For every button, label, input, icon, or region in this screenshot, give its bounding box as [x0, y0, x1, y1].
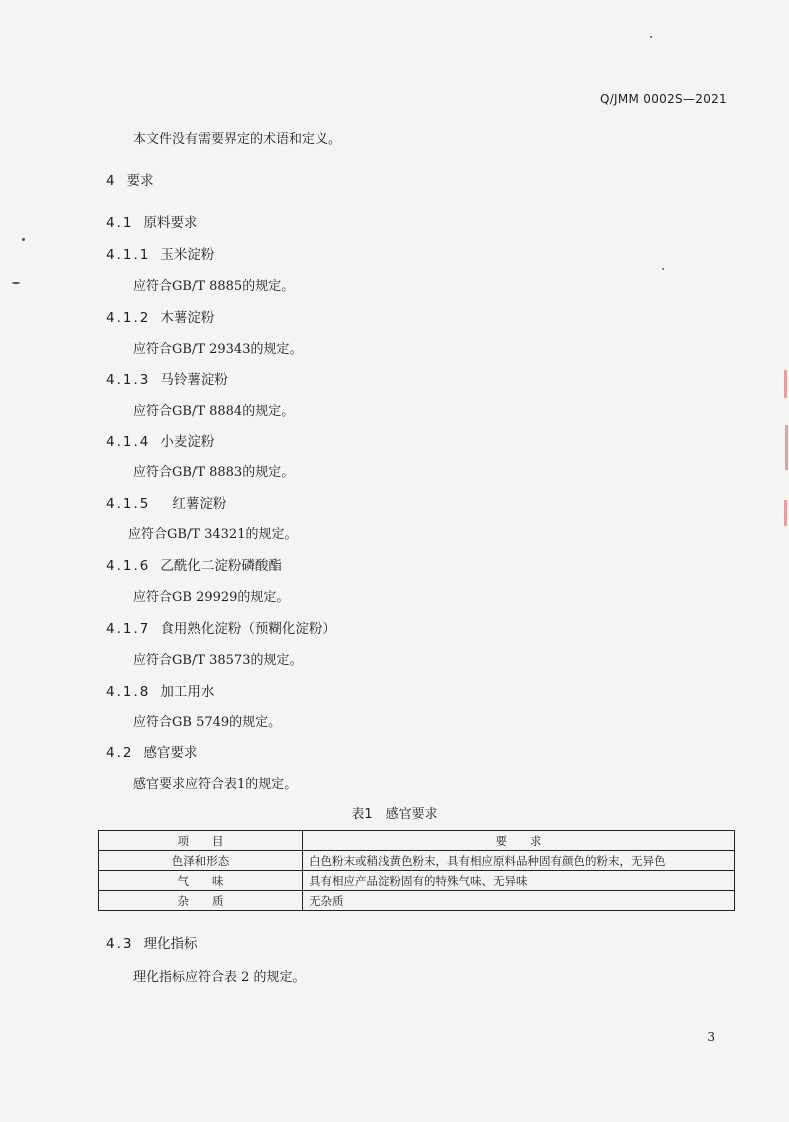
section-number: 4.1.6 [106, 558, 151, 574]
scan-edge-mark [784, 370, 787, 398]
table-cell-item: 气 味 [99, 871, 303, 891]
section-number: 4.1 [106, 215, 134, 231]
section-number: 4.1.2 [106, 310, 151, 326]
intro-text: 本文件没有需要界定的术语和定义。 [133, 132, 342, 147]
table-header-item: 项 目 [99, 831, 303, 851]
table-row [99, 871, 735, 891]
section-title: 玉米淀粉 [160, 247, 215, 263]
scan-speck [650, 36, 652, 38]
section-number: 4.1.4 [106, 434, 151, 450]
section-number: 4.3 [106, 936, 134, 952]
section-heading-4-2 [106, 741, 197, 761]
scan-speck [22, 238, 25, 241]
scan-speck [662, 268, 664, 270]
section-title: 乙酰化二淀粉磷酸酯 [160, 558, 282, 574]
section-title: 木薯淀粉 [160, 310, 215, 326]
section-title: 马铃薯淀粉 [160, 372, 228, 388]
section-number: 4.1.3 [106, 372, 151, 388]
page-number: 3 [707, 1030, 715, 1044]
section-number: 4 [106, 173, 117, 189]
section-heading-4-1-5 [106, 492, 226, 512]
section-title: 加工用水 [160, 684, 215, 700]
table-cell-requirement: 无杂质 [303, 891, 735, 911]
table-cell-item: 色泽和形态 [99, 851, 303, 871]
section-text-4-1-4: 应符合GB/T 8883的规定。 [133, 465, 295, 480]
table-cell-item: 杂 质 [99, 891, 303, 911]
section-title: 要求 [126, 173, 154, 189]
section-title: 食用熟化淀粉（预糊化淀粉） [160, 621, 336, 637]
section-heading-4-1-4 [106, 430, 214, 450]
section-heading-4-1-6 [106, 554, 282, 574]
section-title: 理化指标 [143, 936, 198, 952]
section-text-4-1-3: 应符合GB/T 8884的规定。 [133, 404, 295, 419]
section-text-4-2: 感官要求应符合表1的规定。 [133, 777, 298, 792]
section-text-4-3: 理化指标应符合表 2 的规定。 [133, 970, 306, 985]
section-heading-4-1-3 [106, 368, 228, 388]
section-heading-4-1-1 [106, 243, 214, 263]
section-heading-4-1 [106, 211, 197, 231]
section-text-4-1-6: 应符合GB 29929的规定。 [133, 590, 290, 605]
scan-edge-mark [784, 500, 787, 526]
sensory-requirements-table [98, 830, 735, 911]
section-number: 4.1.7 [106, 621, 151, 637]
table-header-requirement: 要 求 [303, 831, 735, 851]
section-heading-4-1-7 [106, 617, 336, 637]
section-heading-4-3 [106, 932, 197, 952]
section-number: 4.2 [106, 745, 134, 761]
table-cell-requirement: 白色粉末或稍浅黄色粉末，具有相应原料品种固有颜色的粉末，无异色 [303, 851, 735, 871]
table-row [99, 851, 735, 871]
section-text-4-1-2: 应符合GB/T 29343的规定。 [133, 342, 303, 357]
section-title: 原料要求 [143, 215, 198, 231]
section-heading-4-1-8 [106, 680, 214, 700]
scan-edge-mark [785, 425, 788, 470]
table-caption: 表1 感官要求 [351, 807, 438, 822]
section-title: 感官要求 [143, 745, 198, 761]
section-heading-4 [106, 169, 154, 189]
section-text-4-1-1: 应符合GB/T 8885的规定。 [133, 279, 295, 294]
section-number: 4.1.5 [106, 496, 151, 512]
section-text-4-1-5: 应符合GB/T 34321的规定。 [128, 527, 298, 542]
table-cell-requirement: 具有相应产品淀粉固有的特殊气味、无异味 [303, 871, 735, 891]
section-number: 4.1.8 [106, 684, 151, 700]
section-number: 4.1.1 [106, 247, 151, 263]
section-title: 红薯淀粉 [172, 496, 227, 512]
document-id: Q/JMM 0002S—2021 [599, 92, 727, 106]
section-text-4-1-8: 应符合GB 5749的规定。 [133, 715, 282, 730]
scan-speck [12, 282, 20, 284]
section-text-4-1-7: 应符合GB/T 38573的规定。 [133, 653, 303, 668]
section-title: 小麦淀粉 [160, 434, 215, 450]
table-row [99, 891, 735, 911]
section-heading-4-1-2 [106, 306, 214, 326]
table-header-row [99, 831, 735, 851]
